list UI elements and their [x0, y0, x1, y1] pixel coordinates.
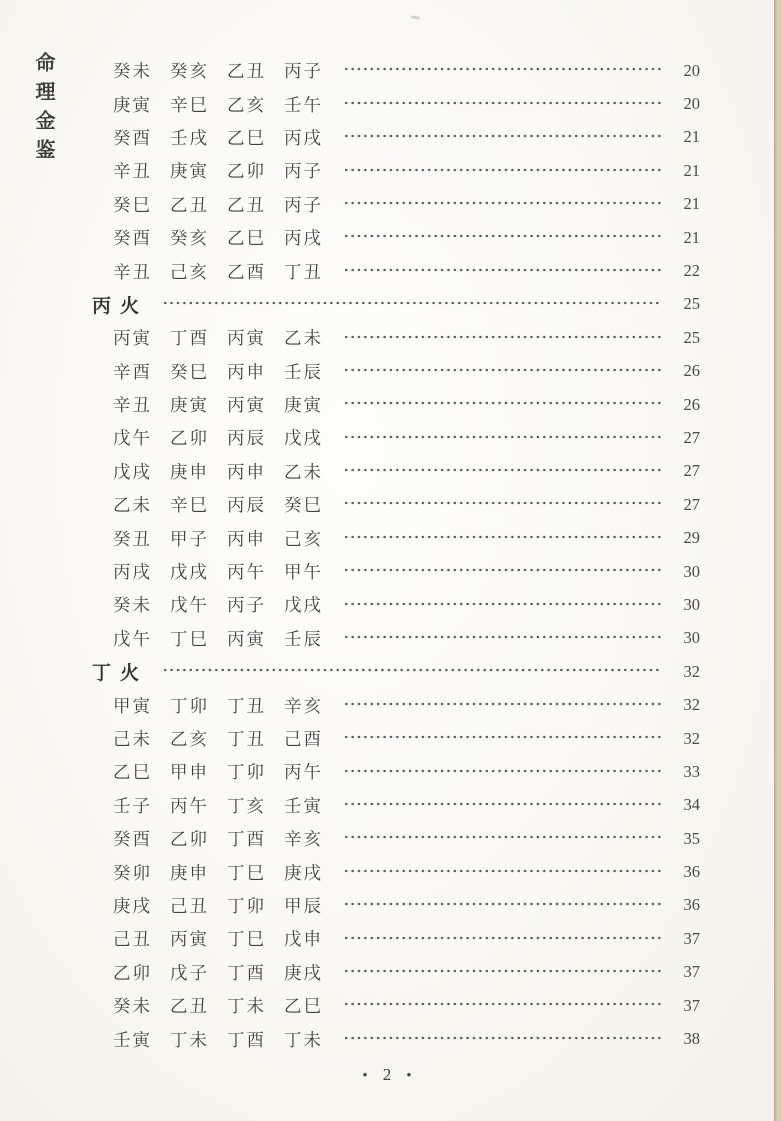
- ganzhi-pair: 丁酉: [170, 328, 209, 349]
- entry-page-number: 21: [683, 227, 700, 247]
- ganzhi-pair: 壬辰: [284, 628, 323, 649]
- ganzhi-pair: 丁卯: [170, 695, 209, 716]
- entry-page-number: 21: [683, 127, 700, 147]
- scan-smudge: [411, 15, 420, 19]
- ganzhi-pair: 丁酉: [227, 1029, 266, 1050]
- ganzhi-pair: 甲辰: [284, 895, 323, 916]
- toc-entry-row: [0, 922, 781, 955]
- ganzhi-pair: 丙寅: [227, 395, 266, 416]
- entry-page-number: 27: [683, 461, 700, 481]
- entry-page-number: 32: [683, 728, 700, 748]
- section-label: 丙火: [92, 295, 149, 317]
- ganzhi-pair: 己亥: [170, 261, 209, 282]
- ganzhi-pair: 乙亥: [227, 94, 266, 115]
- ganzhi-pair: 丁卯: [227, 895, 266, 916]
- toc-entry-row: [0, 956, 781, 989]
- dot-leader: [341, 555, 662, 588]
- dot-leader: [341, 221, 662, 254]
- ganzhi-pair: 辛丑: [113, 161, 152, 182]
- ganzhi-pair: 丁丑: [284, 261, 323, 282]
- ganzhi-pair: 癸卯: [113, 862, 152, 883]
- ganzhi-pair: 乙酉: [227, 261, 266, 282]
- ganzhi-pair: 辛丑: [113, 395, 152, 416]
- dot-leader: [341, 254, 662, 287]
- ganzhi-pair: 庚申: [170, 461, 209, 482]
- ganzhi-pair: 乙巳: [113, 762, 152, 783]
- toc-entry-row: [0, 154, 781, 187]
- dot-leader: [341, 922, 662, 955]
- ganzhi-pair: 庚戌: [113, 895, 152, 916]
- entry-page-number: 25: [683, 327, 700, 347]
- ganzhi-pair: 辛巳: [170, 94, 209, 115]
- ganzhi-pair: 己酉: [284, 729, 323, 749]
- ganzhi-pair: 戊午: [113, 428, 152, 449]
- entry-page-number: 32: [683, 661, 700, 681]
- ganzhi-pair: 庚寅: [284, 395, 323, 416]
- entry-page-number: 36: [683, 862, 700, 882]
- ganzhi-pair: 庚申: [170, 862, 209, 883]
- ganzhi-pair: 丙戌: [113, 562, 152, 583]
- dot-leader: [341, 622, 662, 655]
- ganzhi-pair: 甲子: [170, 528, 209, 549]
- ganzhi-pair: 癸未: [113, 595, 152, 616]
- toc-entry-row: [0, 254, 781, 287]
- ganzhi-pair: 丁亥: [227, 795, 266, 816]
- ganzhi-pair: 癸丑: [113, 528, 152, 549]
- dot-leader: [341, 54, 662, 87]
- toc-section-row: [0, 288, 781, 321]
- entry-page-number: 30: [683, 628, 700, 648]
- ganzhi-pair: 乙卯: [113, 962, 152, 983]
- toc-entry-row: [0, 588, 781, 621]
- ganzhi-pair: 庚寅: [170, 395, 209, 416]
- ganzhi-pair: 癸巳: [284, 495, 323, 516]
- ganzhi-pair: 己未: [113, 729, 152, 749]
- ganzhi-pair: 丁巳: [227, 862, 266, 883]
- dot-leader: [341, 688, 662, 721]
- toc-entry-row: [0, 321, 781, 354]
- ganzhi-pair: 甲申: [170, 762, 209, 783]
- dot-leader: [341, 889, 662, 922]
- dot-leader: [341, 855, 662, 888]
- dot-leader: [341, 822, 662, 855]
- entry-page-number: 37: [683, 962, 700, 982]
- ganzhi-pair: 辛亥: [284, 695, 323, 716]
- ganzhi-pair: 壬戌: [170, 127, 209, 148]
- ganzhi-pair: 壬寅: [284, 795, 323, 816]
- entry-page-number: 29: [683, 528, 700, 548]
- entry-page-number: 20: [683, 60, 700, 80]
- toc-entry-row: [0, 121, 781, 154]
- ganzhi-pair: 乙卯: [170, 829, 209, 850]
- ganzhi-pair: 戊子: [170, 962, 209, 983]
- entry-page-number: 35: [683, 828, 700, 848]
- dot-leader: [341, 989, 662, 1022]
- ganzhi-pair: 癸未: [113, 996, 152, 1017]
- ganzhi-pair: 庚寅: [113, 94, 152, 115]
- ganzhi-pair: 癸亥: [170, 228, 209, 249]
- ganzhi-pair: 丙申: [227, 461, 266, 482]
- ganzhi-pair: 乙丑: [227, 194, 266, 215]
- entry-page-number: 33: [683, 761, 700, 781]
- ganzhi-pair: 乙巳: [284, 996, 323, 1017]
- dot-leader: [341, 521, 662, 554]
- ganzhi-pair: 壬寅: [113, 1029, 152, 1050]
- ganzhi-pair: 丁卯: [227, 762, 266, 783]
- ganzhi-pair: 癸未: [113, 61, 152, 82]
- ganzhi-pair: 戊戌: [113, 461, 152, 482]
- toc-entry-row: [0, 421, 781, 454]
- dot-leader: [341, 789, 662, 822]
- ganzhi-pair: 丙午: [227, 562, 266, 583]
- ganzhi-pair: 丁酉: [227, 962, 266, 983]
- ganzhi-pair: 癸酉: [113, 127, 152, 148]
- toc-entry-row: [0, 755, 781, 788]
- ganzhi-pair: 辛巳: [170, 495, 209, 516]
- ganzhi-pair: 丁丑: [227, 729, 266, 749]
- entry-page-number: 30: [683, 594, 700, 614]
- ganzhi-pair: 丙子: [227, 595, 266, 616]
- footer-left-dot: ·: [361, 1062, 369, 1087]
- ganzhi-pair: 壬午: [284, 94, 323, 115]
- ganzhi-pair: 丙辰: [227, 428, 266, 449]
- ganzhi-pair: 丙子: [284, 161, 323, 182]
- toc-entry-row: [0, 355, 781, 388]
- entry-page-number: 37: [683, 928, 700, 948]
- dot-leader: [341, 355, 662, 388]
- ganzhi-pair: 丁巳: [227, 929, 266, 950]
- toc-entry-row: [0, 722, 781, 755]
- ganzhi-pair: 庚戌: [284, 862, 323, 883]
- ganzhi-pair: 丁未: [227, 996, 266, 1017]
- ganzhi-pair: 庚寅: [170, 161, 209, 182]
- ganzhi-pair: 丙子: [284, 194, 323, 215]
- ganzhi-pair: 乙巳: [227, 228, 266, 249]
- ganzhi-pair: 乙亥: [170, 729, 209, 749]
- toc-entry-row: [0, 188, 781, 221]
- ganzhi-pair: 乙丑: [170, 194, 209, 215]
- footer-right-dot: ·: [405, 1062, 413, 1087]
- dot-leader: [341, 87, 662, 120]
- entry-page-number: 26: [683, 394, 700, 414]
- dot-leader: [160, 288, 662, 321]
- toc-entry-row: [0, 54, 781, 87]
- entry-page-number: 36: [683, 895, 700, 915]
- ganzhi-pair: 乙巳: [227, 127, 266, 148]
- ganzhi-pair: 壬子: [113, 795, 152, 816]
- ganzhi-pair: 丙午: [170, 795, 209, 816]
- page-edge-shadow: [774, 0, 781, 1121]
- ganzhi-pair: 乙丑: [227, 61, 266, 82]
- ganzhi-pair: 戊申: [284, 929, 323, 950]
- dot-leader: [160, 655, 662, 688]
- ganzhi-pair: 丙戌: [284, 228, 323, 249]
- dot-leader: [341, 755, 662, 788]
- toc-entry-row: [0, 521, 781, 554]
- ganzhi-pair: 癸巳: [170, 361, 209, 382]
- toc-entry-row: [0, 555, 781, 588]
- ganzhi-pair: 丙午: [284, 762, 323, 783]
- toc-entry-row: [0, 889, 781, 922]
- entry-page-number: 25: [683, 294, 700, 314]
- entry-page-number: 30: [683, 561, 700, 581]
- dot-leader: [341, 154, 662, 187]
- toc-entry-row: [0, 488, 781, 521]
- ganzhi-pair: 丁酉: [227, 829, 266, 850]
- entry-page-number: 22: [683, 261, 700, 281]
- ganzhi-pair: 癸酉: [113, 829, 152, 850]
- entry-page-number: 37: [683, 995, 700, 1015]
- ganzhi-pair: 乙卯: [227, 161, 266, 182]
- ganzhi-pair: 丙寅: [227, 328, 266, 349]
- ganzhi-pair: 乙未: [284, 328, 323, 349]
- dot-leader: [341, 1022, 662, 1055]
- ganzhi-pair: 丁未: [284, 1029, 323, 1050]
- section-label: 丁火: [92, 663, 149, 685]
- toc-entry-row: [0, 855, 781, 888]
- entry-page-number: 21: [683, 160, 700, 180]
- entry-page-number: 34: [683, 795, 700, 815]
- ganzhi-pair: 戊午: [170, 595, 209, 616]
- dot-leader: [341, 121, 662, 154]
- entry-page-number: 27: [683, 427, 700, 447]
- dot-leader: [341, 956, 662, 989]
- ganzhi-pair: 丙子: [284, 61, 323, 82]
- ganzhi-pair: 丁丑: [227, 695, 266, 716]
- ganzhi-pair: 己亥: [284, 528, 323, 549]
- dot-leader: [341, 421, 662, 454]
- toc-entry-row: [0, 989, 781, 1022]
- ganzhi-pair: 戊戌: [284, 595, 323, 616]
- ganzhi-pair: 戊戌: [284, 428, 323, 449]
- entry-page-number: 32: [683, 695, 700, 715]
- ganzhi-pair: 丙寅: [170, 929, 209, 950]
- ganzhi-pair: 己丑: [113, 929, 152, 950]
- ganzhi-pair: 丙申: [227, 361, 266, 382]
- footer-page-number: 2: [382, 1065, 392, 1084]
- ganzhi-pair: 丙戌: [284, 127, 323, 148]
- ganzhi-pair: 乙未: [113, 495, 152, 516]
- ganzhi-pair: 乙未: [284, 461, 323, 482]
- ganzhi-pair: 癸酉: [113, 228, 152, 249]
- entry-page-number: 27: [683, 494, 700, 514]
- ganzhi-pair: 甲寅: [113, 695, 152, 716]
- page-footer: [0, 1062, 774, 1087]
- ganzhi-pair: 乙丑: [170, 996, 209, 1017]
- toc-entry-row: [0, 822, 781, 855]
- ganzhi-pair: 癸亥: [170, 61, 209, 82]
- toc-section-row: [0, 655, 781, 688]
- dot-leader: [341, 188, 662, 221]
- toc-entry-row: [0, 221, 781, 254]
- ganzhi-pair: 辛酉: [113, 361, 152, 382]
- ganzhi-pair: 庚戌: [284, 962, 323, 983]
- entry-page-number: 26: [683, 361, 700, 381]
- toc-list: [0, 54, 781, 1056]
- ganzhi-pair: 辛丑: [113, 261, 152, 282]
- ganzhi-pair: 丙寅: [113, 328, 152, 349]
- book-side-title: 命理金鉴: [32, 52, 54, 168]
- ganzhi-pair: 丁巳: [170, 628, 209, 649]
- toc-entry-row: [0, 789, 781, 822]
- dot-leader: [341, 388, 662, 421]
- toc-entry-row: [0, 455, 781, 488]
- entry-page-number: 38: [683, 1029, 700, 1049]
- dot-leader: [341, 321, 662, 354]
- ganzhi-pair: 甲午: [284, 562, 323, 583]
- ganzhi-pair: 乙卯: [170, 428, 209, 449]
- toc-entry-row: [0, 1022, 781, 1055]
- dot-leader: [341, 455, 662, 488]
- toc-entry-row: [0, 388, 781, 421]
- ganzhi-pair: 辛亥: [284, 829, 323, 850]
- dot-leader: [341, 488, 662, 521]
- ganzhi-pair: 癸巳: [113, 194, 152, 215]
- ganzhi-pair: 戊戌: [170, 562, 209, 583]
- ganzhi-pair: 丙寅: [227, 628, 266, 649]
- toc-entry-row: [0, 622, 781, 655]
- ganzhi-pair: 丁未: [170, 1029, 209, 1050]
- ganzhi-pair: 壬辰: [284, 361, 323, 382]
- dot-leader: [341, 722, 662, 755]
- toc-entry-row: [0, 87, 781, 120]
- ganzhi-pair: 丙辰: [227, 495, 266, 516]
- ganzhi-pair: 己丑: [170, 895, 209, 916]
- entry-page-number: 20: [683, 94, 700, 114]
- ganzhi-pair: 戊午: [113, 628, 152, 649]
- ganzhi-pair: 丙申: [227, 528, 266, 549]
- toc-entry-row: [0, 688, 781, 721]
- entry-page-number: 21: [683, 194, 700, 214]
- dot-leader: [341, 588, 662, 621]
